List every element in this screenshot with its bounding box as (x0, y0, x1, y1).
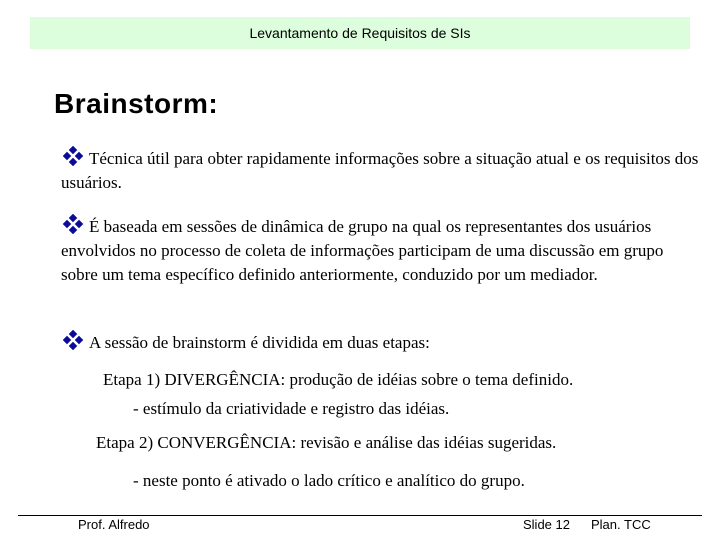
bullet-text: Técnica útil para obter rapidamente informações sobre a situação atual e os requisitos dos usuários. (61, 149, 699, 192)
diamond-bullet-icon (61, 330, 85, 350)
step-detail: - neste ponto é ativado o lado crítico e analítico do grupo. (133, 471, 525, 490)
bullet-item (61, 330, 701, 355)
step-label: Etapa 2) CONVERGÊNCIA: revisão e análise das idéias sugeridas. (96, 433, 557, 452)
header-bar (30, 17, 690, 49)
footer-author: Prof. Alfredo (78, 517, 150, 532)
footer-course: Plan. TCC (591, 517, 651, 532)
step-detail: - estímulo da criatividade e registro das idéias. (133, 399, 450, 418)
bullet-item (61, 146, 701, 195)
bullet-text: É baseada em sessões de dinâmica de grupo na qual os representantes dos usuários envolvidos no processo de coleta de informações participam de uma discussão em grupo sobre um tema específico definido anteriormente, conduzido por um mediador. (61, 217, 664, 284)
header-text: Levantamento de Requisitos de SIs (249, 25, 471, 41)
slide-title: Brainstorm: (54, 88, 219, 119)
step-label: Etapa 1) DIVERGÊNCIA: produção de idéias sobre o tema definido. (103, 370, 574, 389)
bullet-text: A sessão de brainstorm é dividida em duas etapas: (89, 333, 430, 352)
diamond-bullet-icon (61, 146, 85, 166)
footer-slide-number: Slide 12 (523, 517, 570, 532)
bullet-item (61, 214, 701, 287)
footer-divider (18, 515, 702, 516)
diamond-bullet-icon (61, 214, 85, 234)
